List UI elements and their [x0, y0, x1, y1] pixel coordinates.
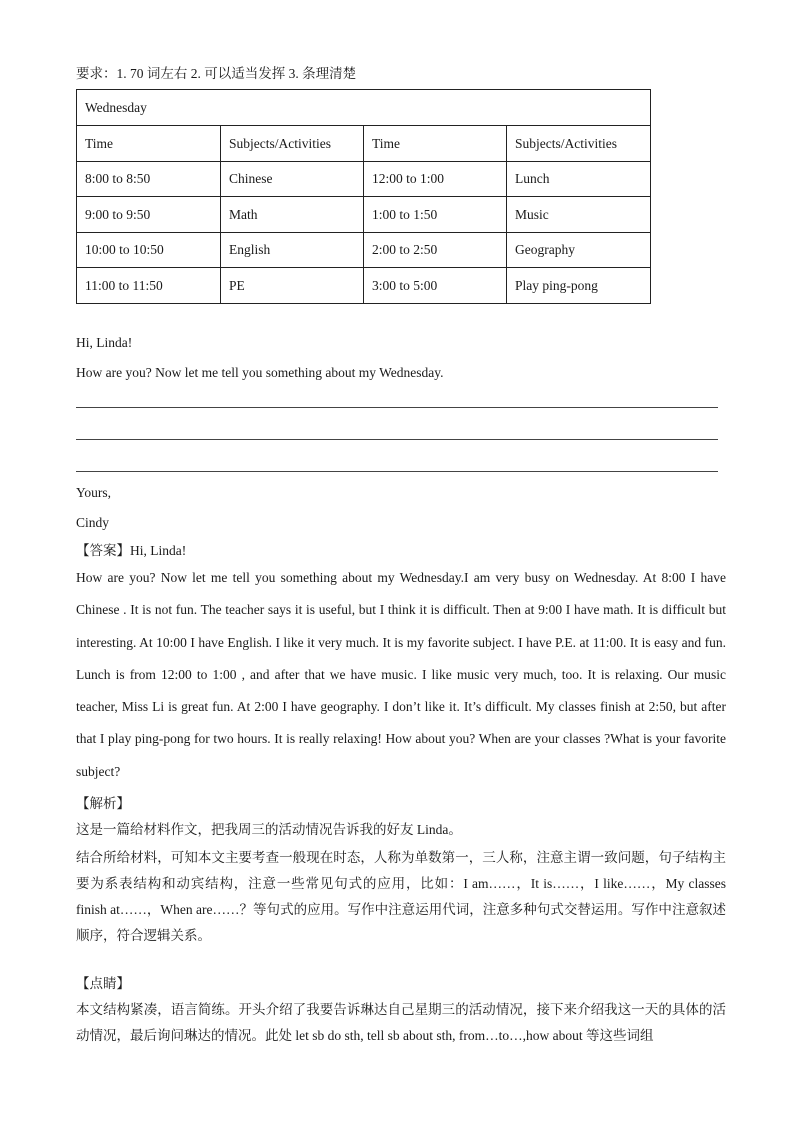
table-cell: 8:00 to 8:50 [77, 161, 221, 197]
table-title-row [77, 90, 651, 126]
table-row [77, 268, 651, 304]
analysis-summary: 这是一篇给材料作文，把我周三的活动情况告诉我的好友 Linda。 [76, 822, 462, 837]
table-cell: 12:00 to 1:00 [364, 161, 507, 197]
table-cell: Music [507, 197, 651, 233]
answer-section [76, 540, 726, 788]
header-time-2: Time [364, 126, 507, 162]
header-subjects-2: Subjects/Activities [507, 126, 651, 162]
table-row [77, 232, 651, 268]
table-cell: Lunch [507, 161, 651, 197]
letter-opening: How are you? Now let me tell you something about my Wednesday. [76, 365, 444, 380]
table-cell: 9:00 to 9:50 [77, 197, 221, 233]
letter-closing: Yours, [76, 485, 112, 500]
writing-line[interactable] [76, 439, 718, 440]
writing-line[interactable] [76, 407, 718, 408]
table-row [77, 197, 651, 233]
table-title: Wednesday [77, 90, 651, 126]
answer-essay: How are you? Now let me tell you something about my Wednesday.I am very busy on Wednesday. At 8:00 I have Chinese . It is not fun. The teacher says it is useful, but I think it is difficult. Then at 9:00 I have math. It is difficult but interesting. At 10:00 I have English. I like it very much. It is my favorite subject. I have P.E. at 11:00. It is easy and fun. Lunch is from 12:00 to 1:00 , and after that we have music. I like music very much, too. It is relaxing. Our music teacher, Miss Li is great fun. At 2:00 I have geography. I don’t like it. It’s difficult. My classes finish at 2:50, but after that I play ping-pong for two hours. It is really relaxing! How about you? When are your classes ?What is your favorite subject? [76, 570, 726, 779]
table-header-row [77, 126, 651, 162]
requirements-line: 要求：1. 70 词左右 2. 可以适当发挥 3. 条理清楚 [76, 66, 357, 81]
table-cell: English [221, 232, 364, 268]
writing-line[interactable] [76, 471, 718, 472]
analysis-label: 【解析】 [76, 796, 130, 811]
table-cell: 2:00 to 2:50 [364, 232, 507, 268]
letter-signature: Cindy [76, 515, 110, 530]
table-cell: 11:00 to 11:50 [77, 268, 221, 304]
table-cell: Math [221, 197, 364, 233]
answer-heading [76, 540, 726, 562]
table-cell: 1:00 to 1:50 [364, 197, 507, 233]
table-cell: 10:00 to 10:50 [77, 232, 221, 268]
table-cell: 3:00 to 5:00 [364, 268, 507, 304]
table-cell: Chinese [221, 161, 364, 197]
table-row [77, 161, 651, 197]
schedule-table [76, 89, 651, 304]
comment-paragraph: 本文结构紧凑，语言简练。开头介绍了我要告诉琳达自己星期三的活动情况，接下来介绍我这一天的具体的活动情况，最后询问琳达的情况。此处 let sb do sth, tell sb about sth, from…to…,how about 等这些词组 [76, 1002, 726, 1043]
letter-greeting: Hi, Linda! [76, 335, 133, 350]
table-cell: PE [221, 268, 364, 304]
table-cell: Geography [507, 232, 651, 268]
table-cell: Play ping-pong [507, 268, 651, 304]
header-subjects-1: Subjects/Activities [221, 126, 364, 162]
comment-label: 【点睛】 [76, 976, 130, 991]
analysis-paragraph: 结合所给材料，可知本文主要考查一般现在时态，人称为单数第一，三人称，注意主谓一致问题，句子结构主要为系表结构和动宾结构，注意一些常见句式的应用，比如：I am……，It is……，I like……，My classes finish at……，When are……？等句式的应用。写作中注意运用代词，注意多种句式交替运用。写作中注意叙述顺序，符合逻辑关系。 [76, 850, 726, 943]
header-time-1: Time [77, 126, 221, 162]
answer-greeting: Hi, Linda! [130, 543, 187, 558]
answer-label: 【答案】 [76, 543, 130, 558]
